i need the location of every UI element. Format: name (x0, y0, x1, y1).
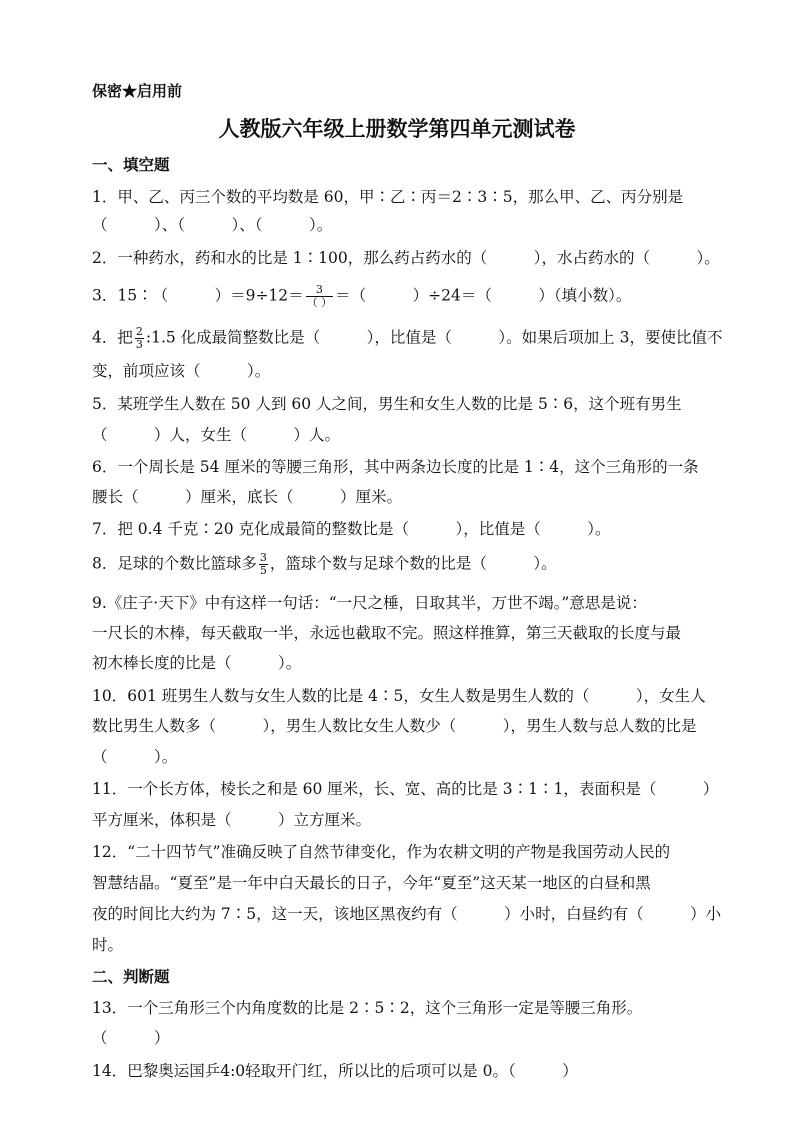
question-3-fraction (306, 284, 334, 309)
question-7: 7．把 0.4 千克∶20 克化成最简的整数比是（ ），比值是（ ）。 (92, 520, 611, 538)
question-12-line-4: 时。 (92, 936, 124, 954)
question-9-line-1: 9.《庄子·天下》中有这样一句话：“一尺之棰，日取其半，万世不竭。”意思是说： (92, 594, 647, 612)
question-11-line-2: 平方厘米，体积是（ ）立方厘米。 (92, 811, 372, 829)
question-4-fraction-numerator: 2 (135, 325, 143, 338)
question-13-line-1: 13．一个三角形三个内角度数的比是 2∶5∶2，这个三角形一定是等腰三角形。 (92, 999, 643, 1017)
question-4-line-1 (92, 326, 722, 351)
question-8 (92, 552, 722, 577)
question-3-pre: 3．15∶（ ）＝9÷12＝ (92, 286, 304, 305)
question-4-fraction-denominator: 3 (135, 338, 143, 351)
question-12-line-3: 夜的时间比大约为 7∶5，这一天，该地区黑夜约有（ ）小时，白昼约有（ ）小 (92, 905, 722, 923)
question-5-line-2: （ ）人，女生（ ）人。 (92, 426, 341, 444)
confidential-label: 保密★启用前 (92, 82, 183, 100)
question-1-line-1: 1．甲、乙、丙三个数的平均数是 60，甲∶乙∶丙＝2∶3∶5，那么甲、乙、丙分别是 (92, 188, 684, 206)
question-12-line-1: 12．“二十四节气”准确反映了自然节律变化，作为农耕文明的产物是我国劳动人民的 (92, 843, 671, 861)
question-11-line-1: 11．一个长方体，棱长之和是 60 厘米，长、宽、高的比是 3∶1∶1，表面积是（ ） (92, 780, 719, 798)
question-9-line-3: 初木棒长度的比是（ ）。 (92, 654, 302, 672)
question-12-line-2: 智慧结晶。“夏至”是一年中白天最长的日子，今年“夏至”这天某一地区的白昼和黑 (92, 874, 651, 892)
question-8-fraction-numerator: 3 (259, 551, 267, 564)
question-6-line-1: 6．一个周长是 54 厘米的等腰三角形，其中两条边长度的比是 1∶4，这个三角形的一条 (92, 458, 699, 476)
question-10-line-2: 数比男生人数多（ ），男生人数比女生人数少（ ），男生人数与总人数的比是 (92, 717, 697, 735)
question-4-pre: 4．把 (92, 328, 133, 347)
page-title: 人教版六年级上册数学第四单元测试卷 (218, 116, 576, 141)
question-4-post: :1.5 化成最简整数比是（ ），比值是（ ）。如果后项加上 3，要使比值不 (145, 328, 723, 347)
question-10-line-1: 10．601 班男生人数与女生人数的比是 4∶5，女生人数是男生人数的（ ），女生人 (92, 687, 706, 705)
section-judge-heading: 二、判断题 (92, 967, 170, 986)
question-10-line-3: （ ）。 (92, 748, 178, 766)
question-8-post: ，篮球个数与足球个数的比是（ ）。 (269, 554, 557, 573)
question-8-pre: 8．足球的个数比篮球多 (92, 554, 257, 573)
question-3 (92, 284, 722, 309)
question-6-line-2: 腰长（ ）厘米，底长（ ）厘米。 (92, 488, 403, 506)
question-3-fraction-denominator: （ ） (306, 296, 333, 309)
question-8-fraction (259, 552, 268, 577)
question-9-line-2: 一尺长的木棒，每天截取一半，永远也截取不完。照这样推算，第三天截取的长度与最 (92, 624, 682, 642)
question-5-line-1: 5．某班学生人数在 50 人到 60 人之间，男生和女生人数的比是 5∶6，这个班有男生 (92, 395, 682, 413)
question-14: 14．巴黎奥运国乒4:0轻取开门红，所以比的后项可以是 0。（ ） (92, 1062, 578, 1080)
section-fill-heading: 一、填空题 (92, 155, 170, 174)
question-8-fraction-denominator: 5 (259, 564, 267, 577)
question-4-fraction (135, 326, 144, 351)
question-3-fraction-numerator: 3 (306, 284, 334, 297)
question-4-line-2: 变，前项应该（ ）。 (92, 362, 271, 380)
question-13-line-2: （ ） (92, 1029, 170, 1047)
question-1-line-2: （ ）、（ ）、（ ）。 (92, 216, 333, 234)
question-2: 2．一种药水，药和水的比是 1∶100，那么药占药水的（ ），水占药水的（ ）。 (92, 249, 720, 267)
question-3-post: ＝（ ）÷24＝（ ）（填小数）。 (335, 286, 632, 305)
